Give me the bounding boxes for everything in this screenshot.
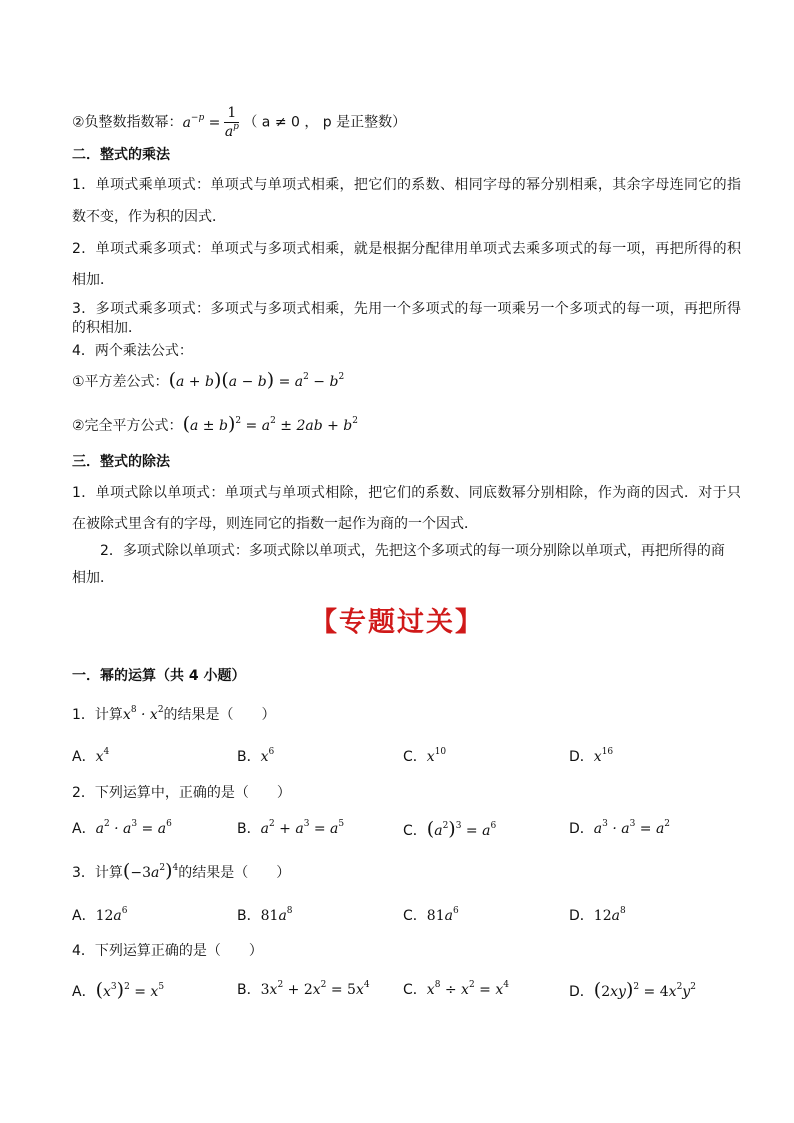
q4-option-a[interactable]: A．$(x^3)^2 = x^5$ — [72, 979, 165, 1001]
question-3: 3．计算$(-3a^2)^4$的结果是（ ） — [72, 860, 291, 882]
q3-option-b[interactable]: B．$81a^8$ — [237, 906, 293, 924]
negative-exponent-formula: $a^{-p}$ = $\frac{1}{a^p}$ — [182, 105, 239, 140]
q3-option-c[interactable]: C．$81a^6$ — [403, 906, 459, 924]
q1-option-b[interactable]: B．$x^6$ — [237, 747, 275, 765]
exercise-heading: 一．幂的运算（共 4 小题） — [72, 668, 246, 684]
paragraph: 1．单项式乘单项式：单项式与单项式相乘，把它们的系数、相同字母的幂分别相乘，其余字母连同它的指 — [72, 177, 742, 193]
paragraph: 相加． — [72, 570, 114, 586]
paragraph: 4．两个乘法公式： — [72, 343, 193, 359]
q1-option-d[interactable]: D．$x^{16}$ — [569, 747, 614, 765]
paragraph: 1．单项式除以单项式：单项式与单项式相除，把它们的系数、同底数幂分别相除，作为商的因式．对于只 — [72, 485, 742, 501]
paragraph: 数不变，作为积的因式． — [72, 209, 226, 225]
paragraph: 相加． — [72, 272, 114, 288]
paragraph: 的积相加． — [72, 320, 142, 336]
question-2: 2．下列运算中，正确的是（ ） — [72, 785, 291, 801]
perfect-square-formula: ②完全平方公式：$(a \pm b)^2 = a^2 \pm 2ab + b^2$ — [72, 413, 358, 435]
paragraph: 2．多项式除以单项式：多项式除以单项式，先把这个多项式的每一项分别除以单项式，再把所得的商 — [100, 543, 725, 559]
q2-option-a[interactable]: A．$a^2 \cdot a^3 = a^6$ — [72, 819, 172, 837]
q4-option-d[interactable]: D．$(2xy)^2 = 4x^2y^2$ — [569, 979, 696, 1001]
q4-option-c[interactable]: C．$x^8 \div x^2 = x^4$ — [403, 980, 509, 998]
q4-option-b[interactable]: B．$3x^2 + 2x^2 = 5x^4$ — [237, 980, 370, 998]
section-banner: 【专题过关】 — [310, 607, 484, 638]
section-heading-multiplication: 二．整式的乘法 — [72, 147, 170, 163]
negative-exponent-rule: ②负整数指数幂：$a^{-p}$ = $\frac{1}{a^p}$ （ a ≠ 0 ， p 是正整数） — [72, 105, 407, 140]
section-heading-division: 三．整式的除法 — [72, 454, 170, 470]
paragraph: 3．多项式乘多项式：多项式与多项式相乘，先用一个多项式的每一项乘另一个多项式的每一项，再把所得 — [72, 301, 742, 317]
q3-option-d[interactable]: D．$12a^8$ — [569, 906, 626, 924]
difference-of-squares-formula: ①平方差公式：$(a + b)(a - b) = a^2 - b^2$ — [72, 369, 345, 391]
question-1: 1．计算$x^8 \cdot x^2$的结果是（ ） — [72, 705, 276, 723]
q3-option-a[interactable]: A．$12a^6$ — [72, 906, 128, 924]
paragraph: 2．单项式乘多项式：单项式与多项式相乘，就是根据分配律用单项式去乘多项式的每一项，再把所得的积 — [72, 241, 742, 257]
q2-option-c[interactable]: C．$(a^2)^3 = a^6$ — [403, 818, 497, 840]
q2-option-b[interactable]: B．$a^2 + a^3 = a^5$ — [237, 819, 345, 837]
paragraph: 在被除式里含有的字母，则连同它的指数一起作为商的一个因式． — [72, 516, 478, 532]
q2-option-d[interactable]: D．$a^3 \cdot a^3 = a^2$ — [569, 819, 671, 837]
question-4: 4．下列运算正确的是（ ） — [72, 943, 263, 959]
q1-option-a[interactable]: A．$x^4$ — [72, 747, 110, 765]
q1-option-c[interactable]: C．$x^{10}$ — [403, 747, 447, 765]
